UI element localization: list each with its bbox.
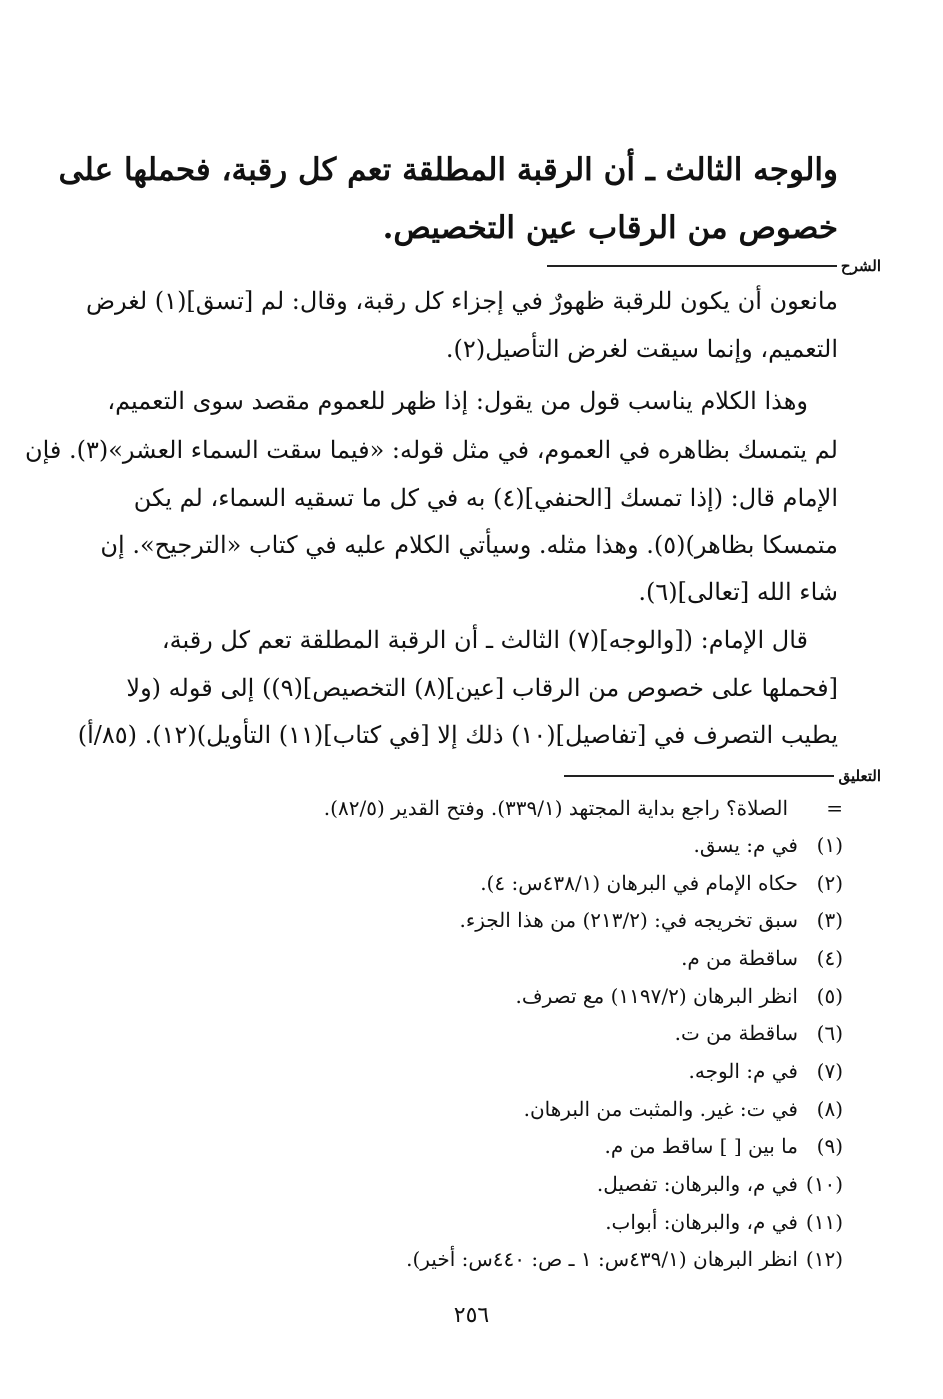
footnote-number: (٦) <box>816 1021 843 1045</box>
sharh-line-8: قال الإمام: ([والوجه](٧) الثالث ـ أن الرقبة المطلقة تعم كل رقبة، <box>161 626 808 654</box>
sharh-line-5: الإمام قال: (إذا تمسك [الحنفي](٤) به في كل ما تسقيه السماء، لم يكن <box>133 484 838 512</box>
sharh-line-3: وهذا الكلام يناسب قول من يقول: إذا ظهر للعموم مقصد سوى التعميم، <box>107 387 808 415</box>
sharh-line-9: [فحملها على خصوص من الرقاب [عين](٨) التخصيص](٩)) إلى قوله (ولا <box>126 674 838 702</box>
footnote-10 <box>597 1172 843 1196</box>
footnote-5 <box>515 984 843 1008</box>
footnote-4 <box>681 946 843 970</box>
footnote-text: سبق تخريجه في: (٢١٣/٢) من هذا الجزء. <box>459 908 798 932</box>
sharh-label: الشرح <box>840 257 881 275</box>
matn-line-1: والوجه الثالث ـ أن الرقبة المطلقة تعم كل رقبة، فحملها على <box>58 152 838 188</box>
taliq-rule <box>564 775 834 777</box>
footnote-text: في ت: غير. والمثبت من البرهان. <box>523 1097 798 1121</box>
footnote-2 <box>480 871 843 895</box>
footnote-number: (١) <box>816 833 843 857</box>
footnote-number: (٩) <box>816 1134 843 1158</box>
footnote-number: (٧) <box>816 1059 843 1083</box>
footnote-9 <box>605 1134 843 1158</box>
footnote-text: انظر البرهان (٤٣٩/١س: ١ ـ ص: ٤٤٠س: أخير). <box>406 1247 798 1271</box>
footnote-number: (٢) <box>816 871 843 895</box>
taliq-label: التعليق <box>838 767 881 785</box>
sharh-line-4: لم يتمسك بظاهره في العموم، في مثل قوله: «فيما سقت السماء العشر»(٣). فإن <box>24 436 838 464</box>
taliq-divider <box>564 767 881 785</box>
footnote-1 <box>693 833 843 857</box>
footnote-7 <box>689 1059 844 1083</box>
footnote-number: (١١) <box>805 1210 843 1234</box>
footnote-number: (٣) <box>816 908 843 932</box>
footnote-number: (١٠) <box>805 1172 843 1196</box>
footnote-11 <box>605 1210 843 1234</box>
footnote-12 <box>406 1247 843 1271</box>
footnote-text: ما بين [ ] ساقط من م. <box>604 1134 798 1158</box>
continuation-text: الصلاة؟ راجع بداية المجتهد (٣٣٩/١). وفتح القدير (٨٢/٥). <box>323 796 788 820</box>
sharh-rule <box>547 265 837 267</box>
footnote-number: (٤) <box>816 946 843 970</box>
footnote-text: انظر البرهان (١١٩٧/٢) مع تصرف. <box>515 984 798 1008</box>
sharh-line-6: متمسكا بظاهر)(٥). وهذا مثله. وسيأتي الكلام عليه في كتاب «الترجيح». إن <box>100 531 838 559</box>
sharh-line-2: التعميم، وإنما سيقت لغرض التأصيل(٢). <box>445 335 838 363</box>
footnote-8 <box>524 1097 843 1121</box>
footnote-text: ساقطة من ت. <box>674 1021 798 1045</box>
footnote-text: في م، والبرهان: أبواب. <box>605 1210 798 1234</box>
footnote-6 <box>675 1021 843 1045</box>
footnote-number: (٨) <box>816 1097 843 1121</box>
footnote-continuation <box>324 796 843 820</box>
footnote-text: في م، والبرهان: تفصيل. <box>596 1172 798 1196</box>
footnote-text: ساقطة من م. <box>681 946 798 970</box>
matn-line-2: خصوص من الرقاب عين التخصيص. <box>382 210 838 246</box>
footnote-3 <box>459 908 843 932</box>
footnote-number: (١٢) <box>805 1247 843 1271</box>
sharh-line-10: يطيب التصرف في [تفاصيل](١٠) ذلك إلا [في كتاب](١١) التأويل)(١٢). (٨٥/أ) <box>77 721 838 749</box>
footnote-number: (٥) <box>816 984 843 1008</box>
footnote-text: حكاه الإمام في البرهان (٤٣٨/١س: ٤). <box>480 871 798 895</box>
sharh-divider <box>547 257 881 275</box>
sharh-line-7: شاء الله [تعالى](٦). <box>638 578 838 606</box>
continuation-marker: = <box>826 796 843 820</box>
footnote-text: في م: الوجه. <box>688 1059 798 1083</box>
page-number: ٢٥٦ <box>453 1303 490 1328</box>
footnote-text: في م: يسق. <box>693 833 798 857</box>
sharh-line-1: مانعون أن يكون للرقبة ظهورٌ في إجزاء كل رقبة، وقال: لم [تسق](١) لغرض <box>86 287 838 315</box>
